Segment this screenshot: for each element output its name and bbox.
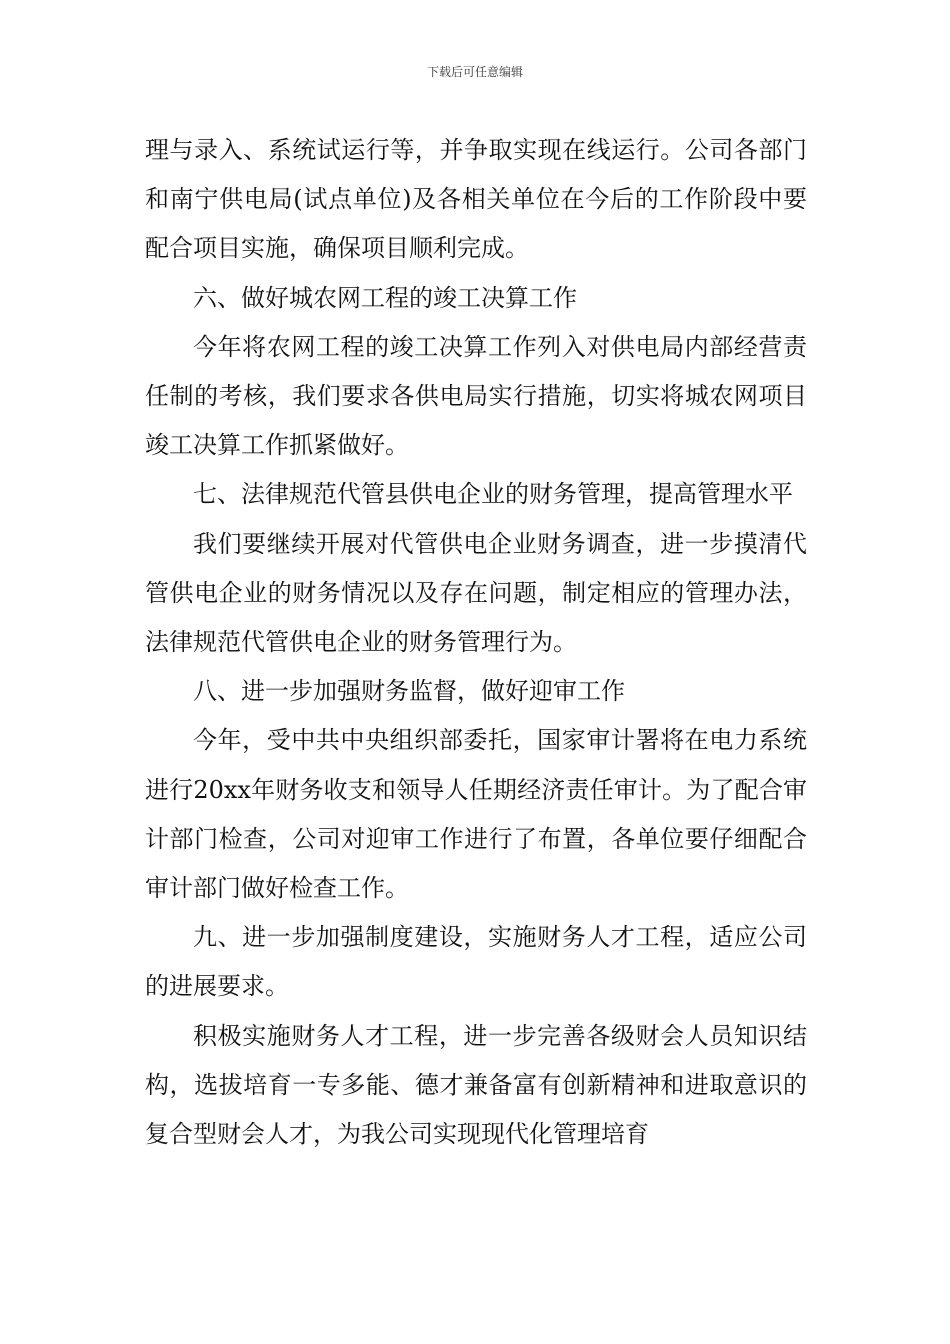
page-header: 下载后可任意编辑	[426, 65, 523, 79]
paragraph-section-8: 今年，受中共中央组织部委托，国家审计署将在电力系统进行20xx年财务收支和领导人任期经济责任审计。为了配合审计部门检查，公司对迎审工作进行了布置，各单位要仔细配合审计部门做好检查工作。	[145, 726, 807, 903]
paragraph-section-7: 我们要继续开展对代管供电企业财务调查，进一步摸清代管供电企业的财务情况以及存在问题，制定相应的管理办法，法律规范代管供电企业的财务管理行为。	[145, 529, 807, 657]
section-heading-7: 七、法律规范代管县供电企业的财务管理，提高管理水平	[193, 480, 793, 509]
section-heading-9: 九、进一步加强制度建设，实施财务人才工程，适应公司的进展要求。	[145, 923, 807, 1001]
paragraph-section-6: 今年将农网工程的竣工决算工作列入对供电局内部经营责任制的考核，我们要求各供电局实行措施，切实将城农网项目竣工决算工作抓紧做好。	[145, 332, 807, 460]
paragraph-continuation: 理与录入、系统试运行等，并争取实现在线运行。公司各部门和南宁供电局(试点单位)及各相关单位在今后的工作阶段中要配合项目实施，确保项目顺利完成。	[145, 136, 807, 263]
document-body	[145, 126, 807, 1159]
section-heading-8: 八、进一步加强财务监督，做好迎审工作	[193, 677, 625, 706]
section-heading-6: 六、做好城农网工程的竣工决算工作	[193, 283, 577, 312]
paragraph-section-9: 积极实施财务人才工程，进一步完善各级财会人员知识结构，选拔培育一专多能、德才兼备富有创新精神和进取意识的复合型财会人才，为我公司实现现代化管理培育	[145, 1021, 807, 1149]
